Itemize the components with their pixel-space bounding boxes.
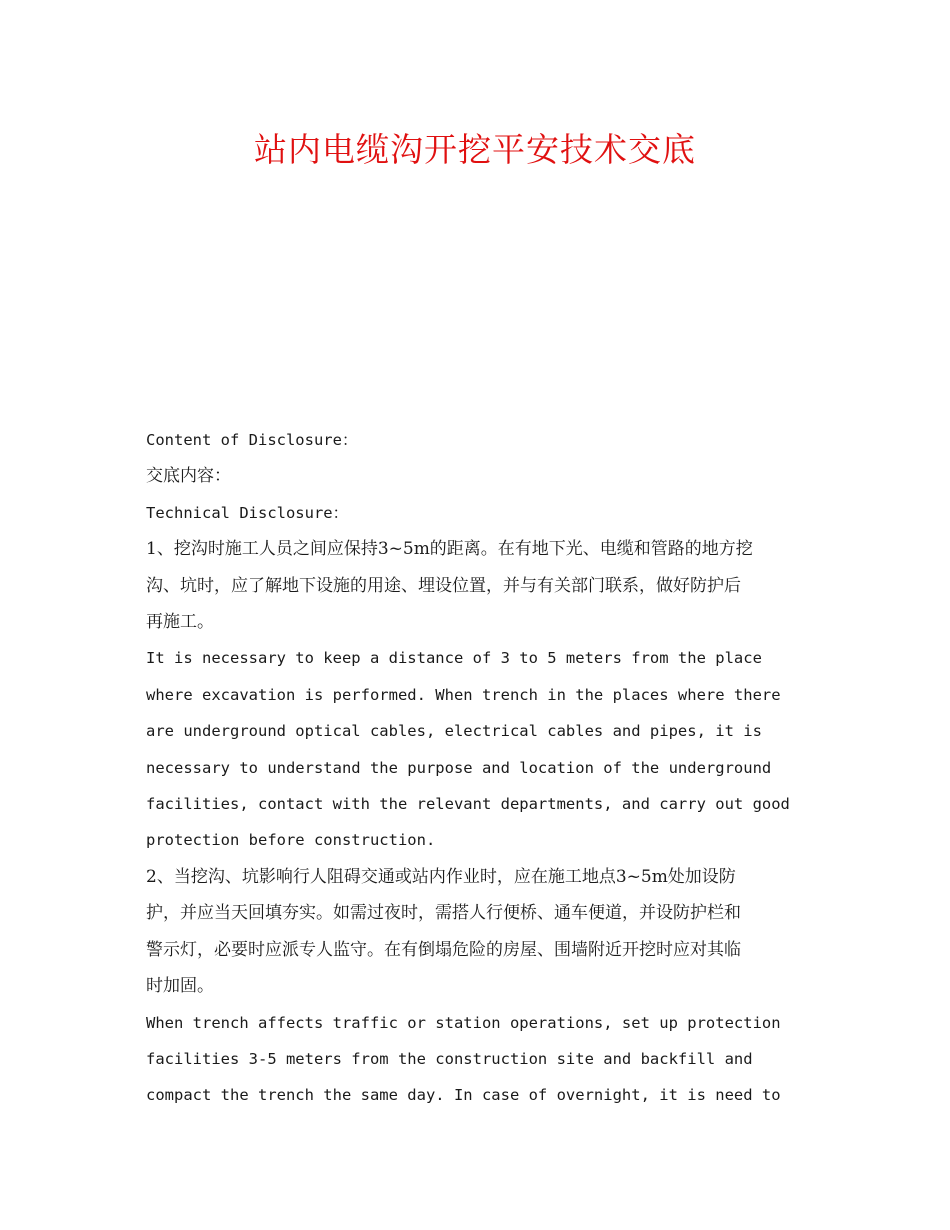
- text-line: protection before construction.: [146, 831, 436, 850]
- text-line: 沟、坑时，应了解地下设施的用途、埋设位置，并与有关部门联系，做好防护后: [146, 575, 741, 596]
- text-line: 警示灯，必要时应派专人监守。在有倒塌危险的房屋、围墙附近开挖时应对其临: [146, 939, 741, 960]
- text-line: compact the trench the same day. In case of overnight, it is need to: [146, 1086, 781, 1105]
- text-line: When trench affects traffic or station operations, set up protection: [146, 1013, 781, 1032]
- text-line: Technical Disclosure：: [146, 503, 349, 522]
- text-line: 时加固。: [146, 976, 214, 997]
- document-body: [146, 422, 806, 1114]
- text-line: 再施工。: [146, 612, 214, 633]
- page-title: 站内电缆沟开挖平安技术交底: [254, 130, 696, 169]
- text-line: are underground optical cables, electrical cables and pipes, it is: [146, 722, 762, 741]
- text-line: 交底内容：: [146, 466, 231, 487]
- text-line: facilities 3-5 meters from the construction site and backfill and: [146, 1049, 753, 1068]
- text-line: facilities, contact with the relevant departments, and carry out good: [146, 795, 790, 814]
- text-line: Content of Disclosure：: [146, 431, 358, 449]
- text-line: necessary to understand the purpose and location of the underground: [146, 758, 772, 777]
- text-line: 1、挖沟时施工人员之间应保持3~5m的距离。在有地下光、电缆和管路的地方挖: [146, 539, 753, 560]
- text-line: where excavation is performed. When trench in the places where there: [146, 685, 781, 704]
- text-line: 2、当挖沟、坑影响行人阻碍交通或站内作业时，应在施工地点3~5m处加设防: [146, 866, 736, 887]
- text-line: 护，并应当天回填夯实。如需过夜时，需搭人行便桥、通车便道，并设防护栏和: [146, 903, 741, 924]
- text-line: It is necessary to keep a distance of 3 to 5 meters from the place: [146, 649, 762, 668]
